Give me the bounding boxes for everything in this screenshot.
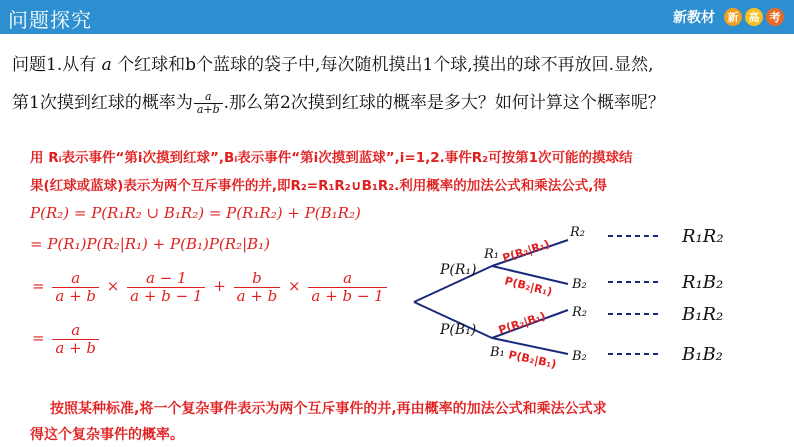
brand-badge-xin: 新: [724, 8, 742, 26]
frac-num: a: [343, 269, 353, 287]
fraction-first-red: [194, 91, 223, 116]
node-b1: B₁: [490, 345, 505, 360]
result-b1b2: B₁B₂: [682, 344, 723, 365]
frac-num: a − 1: [146, 269, 187, 287]
frac-num: a: [71, 321, 81, 339]
brand-badge-gao: 高: [745, 8, 763, 26]
label-p-r1: P(R₁): [440, 262, 477, 278]
brand-logo: [673, 5, 784, 29]
result-b1r2: B₁R₂: [682, 304, 724, 325]
fraction: [308, 270, 386, 304]
cond-label-b2-given-r1: P(B₂|R₁): [503, 274, 554, 299]
explain-line-2: 果(红球或蓝球)表示为两个互斥事件的并,即R₂=R₁R₂∪B₁R₂.利用概率的加法公式和乘法公式,得: [30, 178, 607, 194]
cond-label-r2-given-b1: P(R₂|B₁): [496, 309, 548, 337]
problem-text: 第1次摸到红球的概率为: [12, 93, 193, 113]
brand-badge-kao: 考: [766, 8, 784, 26]
cond-label-r2-given-r1: P(R₂|R₁): [500, 237, 552, 265]
fraction: [52, 270, 99, 304]
leaf-r2-bottom: R₂: [572, 305, 587, 320]
result-r1r2: R₁R₂: [682, 226, 724, 247]
cond-label-b2-given-b1: P(B₂|B₁): [507, 348, 558, 372]
header-bar: [0, 0, 794, 34]
problem-line-1: [12, 50, 653, 75]
plus-sign: +: [213, 277, 226, 295]
leaf-b2-top: B₂: [572, 277, 587, 292]
formula-line-1: P(R₂) = P(R₁R₂ ∪ B₁R₂) = P(R₁R₂) + P(B₁R₂): [30, 204, 361, 222]
frac-den: a + b − 1: [308, 287, 386, 305]
frac-num: b: [252, 269, 262, 287]
formula-line-4: [30, 322, 100, 356]
problem-text: 个红球和b个蓝球的袋子中,每次随机摸出1个球,摸出的球不再放回.显然,: [111, 55, 654, 75]
problem-var-a: a: [101, 55, 112, 75]
probability-tree: [400, 212, 790, 382]
fraction: [234, 270, 281, 304]
formula-line-2: = P(R₁)P(R₂|R₁) + P(B₁)P(R₂|B₁): [30, 235, 271, 253]
label-p-b1: P(B₁): [440, 322, 477, 338]
frac-den: a + b: [52, 339, 99, 357]
result-r1b2: R₁B₂: [682, 272, 724, 293]
problem-text: .那么第2次摸到红球的概率是多大？如何计算这个概率呢？: [223, 93, 665, 113]
frac-den: a + b: [52, 287, 99, 305]
formula-line-3: [30, 270, 388, 304]
frac-den: a + b − 1: [127, 287, 205, 305]
equals-sign: =: [32, 277, 45, 295]
frac-num: a: [71, 269, 81, 287]
frac-den: a+b: [194, 103, 223, 116]
conclusion-line-1: 按照某种标准,将一个复杂事件表示为两个互斥事件的并,再由概率的加法公式和乘法公式求: [50, 401, 607, 417]
leaf-r2-top: R₂: [570, 225, 585, 240]
fraction: [127, 270, 205, 304]
problem-text: 问题1.从有: [12, 55, 102, 75]
equals-sign: =: [32, 329, 45, 347]
page-title: 问题探究: [8, 8, 92, 32]
times-sign: ×: [288, 277, 301, 295]
brand-text: 新教材: [673, 10, 715, 26]
frac-num: a: [204, 89, 212, 103]
frac-den: a + b: [234, 287, 281, 305]
conclusion-line-2: 得这个复杂事件的概率。: [30, 427, 184, 443]
times-sign: ×: [106, 277, 120, 295]
leaf-b2-bottom: B₂: [572, 349, 587, 364]
fraction-result: [52, 322, 99, 356]
node-r1: R₁: [484, 247, 499, 262]
explain-line-1: 用 Rᵢ表示事件“第i次摸到红球”,Bᵢ表示事件“第i次摸到蓝球”,i=1,2.事件R₂可按第1次可能的摸球结: [30, 150, 633, 166]
problem-line-2: [12, 88, 665, 116]
